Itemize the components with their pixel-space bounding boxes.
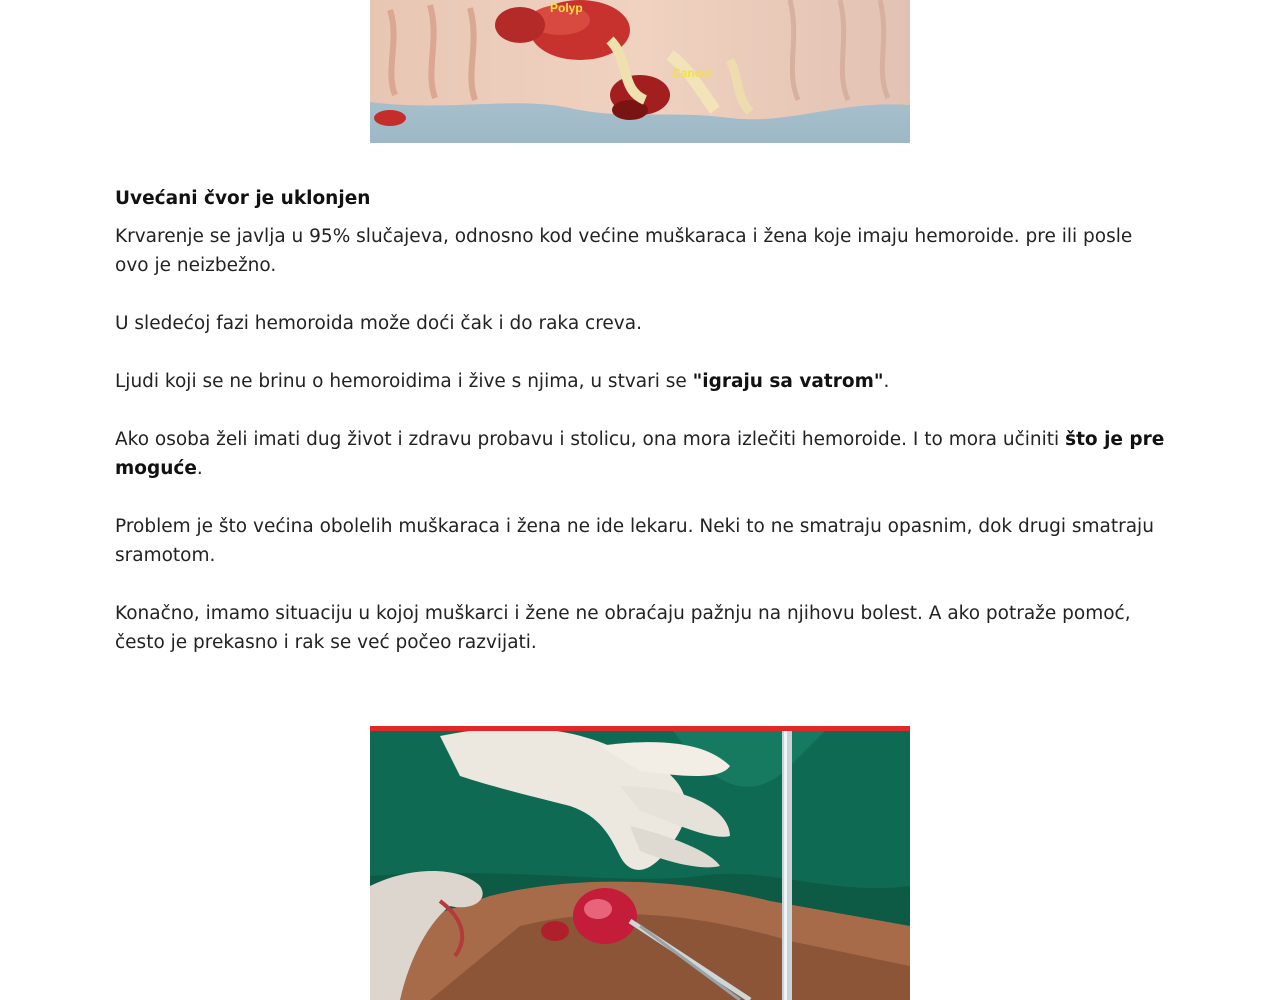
surgery-image — [370, 726, 910, 1000]
paragraph-problem: Problem je što većina obolelih muškaraca i žena ne ide lekaru. Neki to ne smatraju opasnim, dok drugi smatraju sramotom. — [115, 516, 1154, 566]
paragraph-text: Ako osoba želi imati dug život i zdravu probavu i stolicu, ona mora izlečiti hemoroide. I to mora učiniti — [115, 429, 1066, 450]
article-body — [115, 184, 1170, 686]
colon-specimen-illustration — [370, 0, 910, 143]
cancer-label: Cancer — [672, 66, 713, 80]
emphasis-text: "igraju sa vatrom" — [692, 371, 884, 392]
colon-specimen-image — [370, 0, 910, 143]
paragraph-playing-with-fire — [115, 367, 1170, 396]
paragraph-text: . — [883, 371, 890, 392]
polyp-label: Polyp — [550, 1, 583, 15]
paragraph-text: Ljudi koji se ne brinu o hemoroidima i žive s njima, u stvari se — [115, 371, 693, 392]
section-heading: Uvećani čvor je uklonjen — [115, 188, 371, 209]
emphasis-text: što je pre moguće — [115, 429, 1165, 479]
paragraph-next-stage: U sledećoj fazi hemoroida može doći čak i do raka creva. — [115, 313, 642, 334]
accent-bar — [370, 726, 910, 731]
paragraph-bleeding: Krvarenje se javlja u 95% slučajeva, odnosno kod većine muškaraca i žena koje imaju hemoroide. pre ili posle ovo je neizbežno. — [115, 226, 1133, 276]
paragraph-conclusion: Konačno, imamo situaciju u kojoj muškarci i žene ne obraćaju pažnju na njihovu bolest. A ako potraže pomoć, često je prekasno i rak se već počeo razvijati. — [115, 603, 1131, 653]
paragraph-text: . — [196, 458, 203, 479]
paragraph-long-life — [115, 425, 1170, 483]
surgery-illustration — [370, 726, 910, 1000]
